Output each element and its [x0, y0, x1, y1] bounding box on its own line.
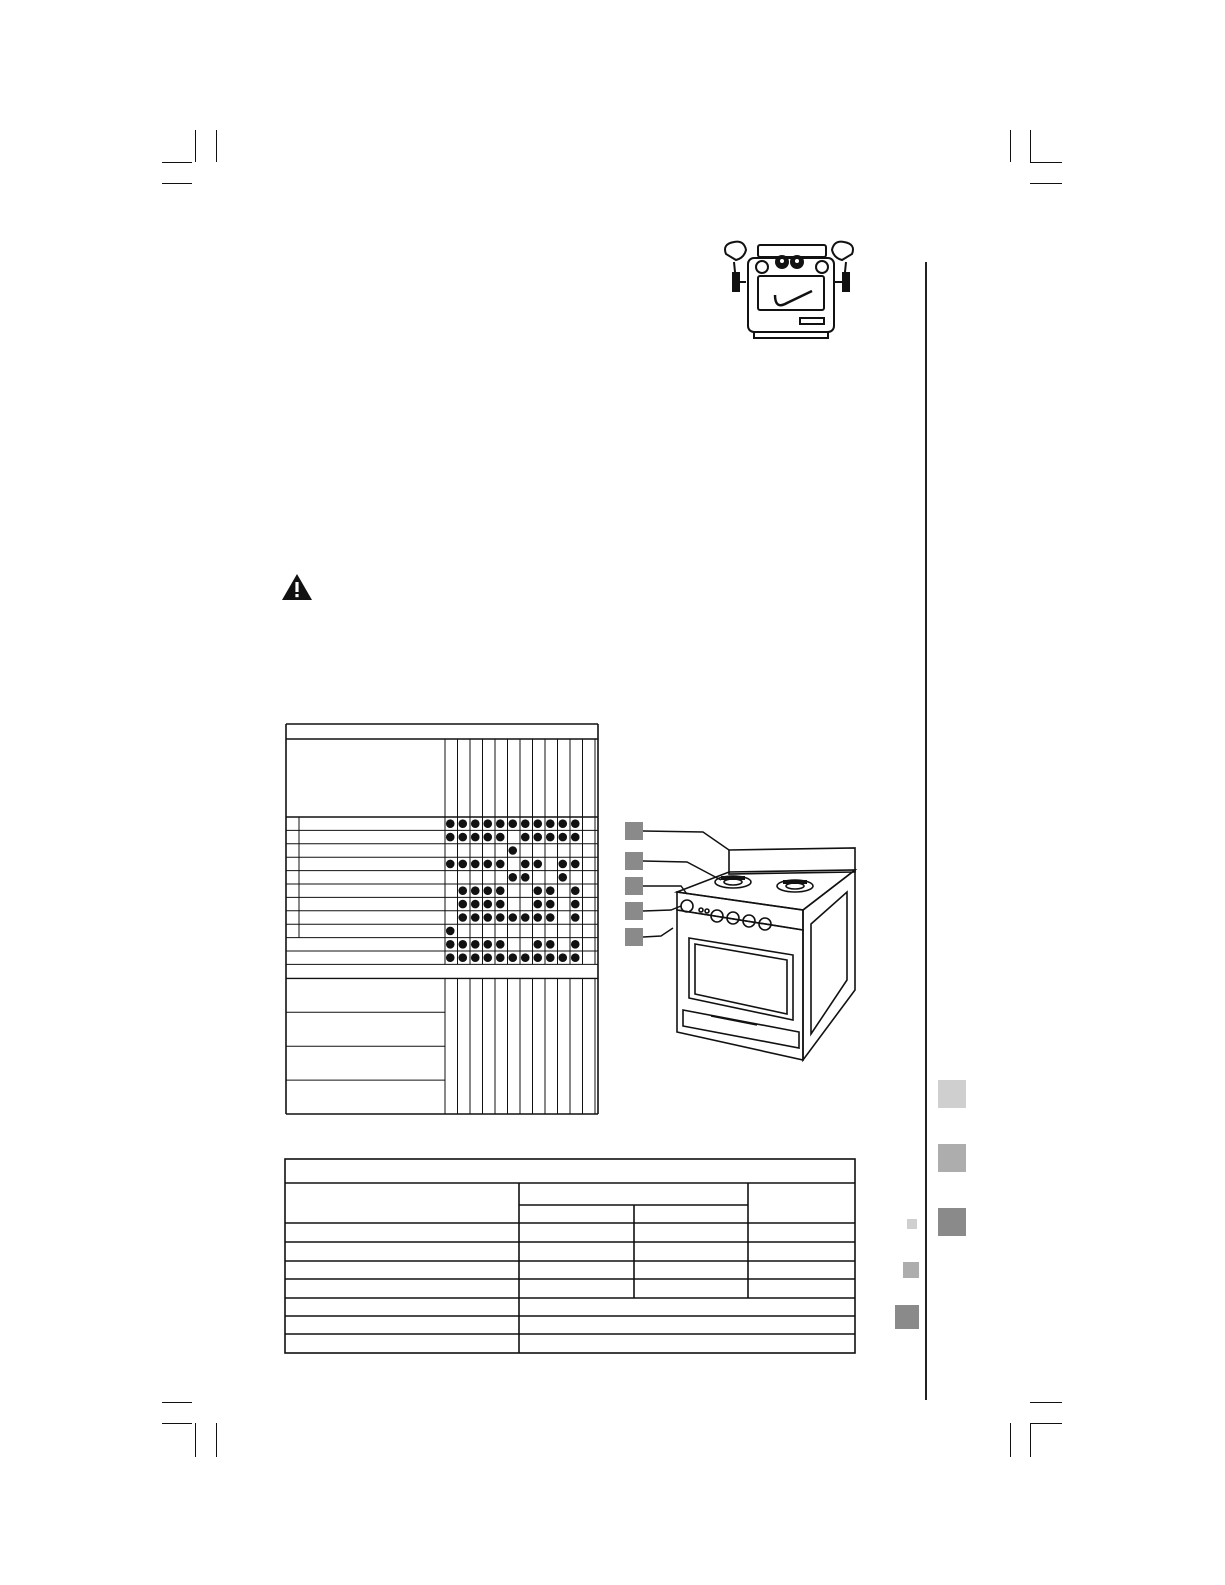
feature-dot: [496, 940, 505, 949]
feature-dot: [483, 953, 492, 962]
section-tab[interactable]: [938, 1144, 966, 1172]
crop-mark: [216, 1423, 217, 1457]
feature-dot: [571, 860, 580, 869]
feature-dot: [508, 913, 517, 922]
callout-box: [625, 902, 643, 920]
feature-dot: [446, 833, 455, 842]
feature-dot: [496, 819, 505, 828]
feature-dot: [471, 833, 480, 842]
feature-dot: [496, 886, 505, 895]
feature-dot: [496, 953, 505, 962]
warning-triangle-icon: [281, 573, 313, 601]
feature-dot: [446, 819, 455, 828]
feature-dot: [446, 953, 455, 962]
feature-dot: [558, 833, 567, 842]
feature-dot: [558, 819, 567, 828]
section-tab[interactable]: [895, 1305, 919, 1329]
feature-dot: [483, 860, 492, 869]
crop-mark: [1010, 130, 1011, 162]
feature-dot: [471, 913, 480, 922]
feature-dot: [521, 913, 530, 922]
feature-dot: [471, 886, 480, 895]
feature-dot: [471, 953, 480, 962]
feature-dot: [458, 953, 467, 962]
section-tab[interactable]: [938, 1208, 966, 1236]
feature-dot: [546, 886, 555, 895]
crop-mark: [1030, 1402, 1062, 1403]
feature-dot: [446, 860, 455, 869]
feature-dot: [533, 860, 542, 869]
feature-dot: [496, 833, 505, 842]
crop-mark: [195, 1423, 196, 1457]
feature-dot: [546, 833, 555, 842]
feature-dot: [533, 819, 542, 828]
section-tab[interactable]: [903, 1262, 919, 1278]
feature-dot: [458, 860, 467, 869]
feature-dot: [446, 940, 455, 949]
feature-dot: [533, 953, 542, 962]
feature-dot: [558, 860, 567, 869]
crop-mark: [162, 183, 192, 184]
crop-mark: [162, 162, 192, 163]
specifications-table: [284, 1158, 856, 1354]
feature-dot: [508, 873, 517, 882]
feature-dot: [508, 953, 517, 962]
feature-dot: [571, 886, 580, 895]
feature-dot: [571, 913, 580, 922]
feature-dot: [483, 886, 492, 895]
crop-mark: [1030, 183, 1062, 184]
feature-dot: [471, 819, 480, 828]
callout-box: [625, 928, 643, 946]
callout-box: [625, 822, 643, 840]
crop-mark: [162, 1423, 192, 1424]
feature-dot: [571, 940, 580, 949]
feature-dot: [558, 873, 567, 882]
feature-dot: [571, 819, 580, 828]
feature-dot: [521, 833, 530, 842]
section-tab[interactable]: [907, 1219, 917, 1229]
feature-dot: [458, 819, 467, 828]
diagram-callouts: [625, 822, 643, 946]
feature-dot: [496, 913, 505, 922]
feature-dot: [533, 900, 542, 909]
feature-dot: [458, 940, 467, 949]
crop-mark: [1030, 130, 1031, 162]
feature-dot: [571, 833, 580, 842]
callout-box: [625, 852, 643, 870]
feature-dot: [458, 913, 467, 922]
section-tab[interactable]: [938, 1080, 966, 1108]
crop-mark: [1030, 1423, 1031, 1457]
callout-box: [625, 877, 643, 895]
feature-dot: [496, 860, 505, 869]
margin-rule: [925, 262, 927, 1400]
oven-mascot-icon: [720, 240, 890, 340]
feature-dot: [521, 873, 530, 882]
crop-mark: [216, 130, 217, 162]
feature-dot: [446, 927, 455, 936]
feature-dot: [546, 953, 555, 962]
feature-dot: [471, 900, 480, 909]
feature-dot: [521, 953, 530, 962]
feature-dot: [508, 846, 517, 855]
feature-dot: [483, 940, 492, 949]
feature-dot: [483, 833, 492, 842]
feature-dot: [471, 940, 480, 949]
feature-dot: [533, 913, 542, 922]
feature-dot: [546, 940, 555, 949]
feature-dot: [558, 953, 567, 962]
feature-dot: [546, 900, 555, 909]
feature-dot: [483, 913, 492, 922]
feature-dot: [546, 819, 555, 828]
feature-dot: [571, 900, 580, 909]
crop-mark: [1030, 1423, 1062, 1424]
feature-dot: [533, 940, 542, 949]
crop-mark: [1010, 1423, 1011, 1457]
feature-dot: [521, 860, 530, 869]
feature-dot: [533, 886, 542, 895]
feature-dot: [458, 833, 467, 842]
crop-mark: [162, 1402, 192, 1403]
feature-dot: [533, 833, 542, 842]
feature-dot: [458, 900, 467, 909]
feature-dot: [458, 886, 467, 895]
crop-mark: [195, 130, 196, 162]
feature-dot: [508, 819, 517, 828]
feature-dot: [483, 819, 492, 828]
crop-mark: [1030, 162, 1062, 163]
feature-dot: [546, 913, 555, 922]
feature-dot: [571, 953, 580, 962]
features-table: [285, 723, 599, 1115]
feature-dot: [471, 860, 480, 869]
gas-range-illustration: [625, 820, 875, 1082]
feature-dot: [496, 900, 505, 909]
feature-dot: [483, 900, 492, 909]
feature-dot: [521, 819, 530, 828]
